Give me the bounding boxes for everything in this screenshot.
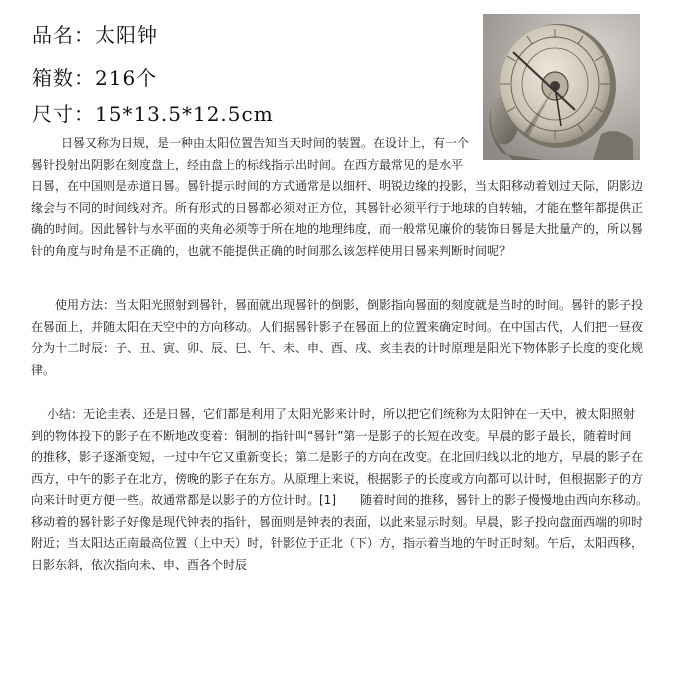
- text-line: 在晷面上，并随太阳在天空中的方向移动。人们据晷针影子在晷面上的位置来确定时间。在中国古代，人们把一昼夜: [31, 319, 644, 334]
- text-line: 日影东斜，依次指向未、申、酉各个时辰: [31, 557, 248, 572]
- text-line: 针的角度与时角是不正确的，也就不能提供正确的时间那么该怎样使用日晷来判断时间呢？: [31, 243, 512, 258]
- text-line: 日晷又称为日规，是一种由太阳位置告知当天时间的装置。在设计上，有一个: [61, 136, 470, 150]
- text-line: 到的物体投下的影子在不断地改变着：铜制的指针叫“晷针”第一是影子的长短在改变。早晨的影子最长，随着时间: [31, 428, 632, 443]
- product-name: 品名：太阳钟: [32, 23, 158, 47]
- text-line: 附近；当太阳达正南最高位置（上中天）时，针影位于正北（下）方，指示着当地的午时正时刻。午后，太阳西移，: [31, 536, 644, 550]
- box-count: 箱数：216个: [32, 66, 158, 90]
- text-line: 的推移，影子逐渐变短，一过中午它又重新变长；第二是影子的方向在改变。在北回归线以北的地方，早晨的影子在: [31, 450, 644, 464]
- paragraph-usage: [31, 295, 671, 381]
- text-line: 确的时间。因此晷针与水平面的夹角必须等于所在地的地理纬度，而一般常见廉价的装饰日晷是大批量产的，所以晷: [31, 222, 644, 236]
- text-line: 移动着的晷针影子好像是现代钟表的指针，晷面则是钟表的表面，以此来显示时刻。早晨，影子投向盘面西端的卯时: [31, 514, 644, 529]
- text-line: 律。: [31, 362, 56, 377]
- text-line: 向来计时更方便一些。故通常都是以影子的方位计时。[1] 随着时间的推移，晷针上的影子慢慢地由西向东移动。: [31, 493, 649, 507]
- product-size: 尺寸：15*13.5*12.5cm: [32, 102, 274, 126]
- text-line: 分为十二时辰：子、丑、寅、卯、辰、巳、午、未、申、酉、戌、亥圭表的计时原理是阳光下物体影子长度的变化规: [31, 341, 644, 355]
- text-line: 小结：无论圭表、还是日晷，它们都是利用了太阳光影来计时，所以把它们统称为太阳钟在一天中，被太阳照射: [47, 407, 636, 421]
- text-line: 晷针投射出阴影在刻度盘上，经由盘上的标线指示出时间。在西方最常见的是水平: [31, 157, 464, 172]
- paragraph-intro: [31, 133, 671, 262]
- text-line: 日晷，在中国则是赤道日晷。晷针提示时间的方式通常是以细杆、明锐边缘的投影，当太阳移动着划过天际，阴影边: [31, 179, 644, 193]
- text-line: 缘会与不同的时间线对齐。所有形式的日晷都必须对正方位，其晷针必须平行于地球的自转轴，才能在整年都提供正: [31, 200, 644, 215]
- text-line: 使用方法：当太阳光照射到晷针，晷面就出现晷针的倒影，倒影指向晷面的刻度就是当时的时间。晷针的影子投: [55, 298, 644, 312]
- text-line: 西方，中午的影子在北方，傍晚的影子在东方。从原理上来说，根据影子的长度或方向都可以计时，但根据影子的方: [31, 471, 644, 486]
- paragraph-summary: [31, 404, 671, 576]
